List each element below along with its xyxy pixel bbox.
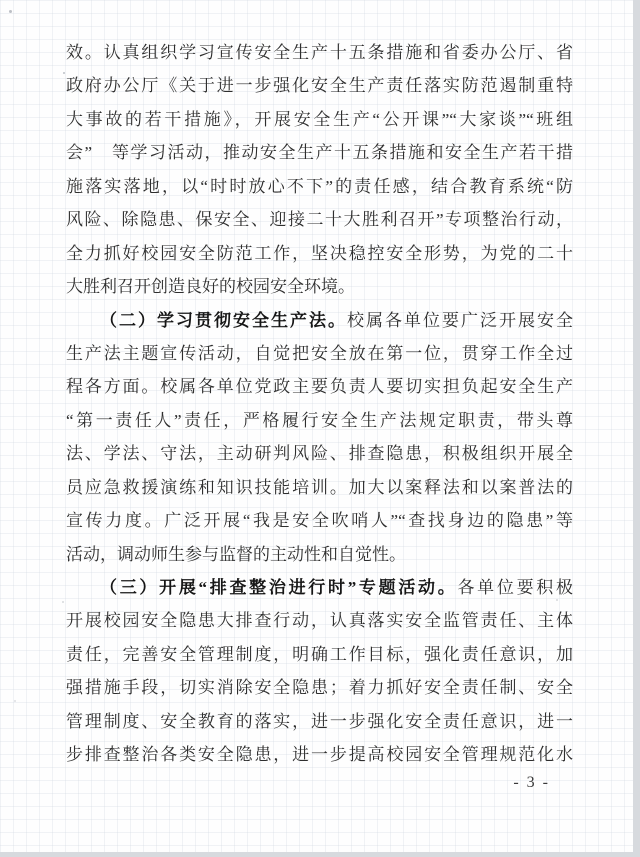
text-line xyxy=(66,203,573,236)
text-segment: 宣传力度。广泛开展“我是安全吹哨人”“查找身边的隐患”等 xyxy=(66,511,573,531)
paragraph xyxy=(66,571,573,772)
text-segment: 法、学法、守法，主动研判风险、排查隐患，积极组织开展全 xyxy=(66,444,573,464)
text-line xyxy=(66,237,573,270)
text-segment: 活动，调动师生参与监督的主动性和自觉性。 xyxy=(66,544,406,564)
scanner-edge-bottom xyxy=(0,852,640,857)
text-line xyxy=(66,337,573,370)
text-segment: 步排查整治各类安全隐患，进一步提高校园安全管理规范化水 xyxy=(66,745,573,765)
text-segment: 责任，完善安全管理制度，明确工作目标，强化责任意识，加 xyxy=(66,644,573,664)
text-segment: 生产法主题宣传活动，自觉把安全放在第一位，贯穿工作全过 xyxy=(66,343,573,363)
text-line xyxy=(66,671,573,704)
text-segment: 程各方面。校属各单位党政主要负责人要切实担负起安全生产 xyxy=(66,377,573,397)
text-line xyxy=(66,571,573,604)
text-segment: 会” 等学习活动，推动安全生产十五条措施和安全生产若干措 xyxy=(66,143,573,163)
paragraph xyxy=(66,304,573,572)
text-segment: 开展校园安全隐患大排查行动，认真落实安全监管责任、主体 xyxy=(66,611,573,631)
scan-speck xyxy=(556,599,558,601)
text-line xyxy=(66,705,573,738)
text-segment: 施落实落地，以“时时放心不下”的责任感，结合教育系统“防 xyxy=(66,176,573,196)
text-segment: 校属各单位要广泛开展安全 xyxy=(347,310,573,330)
text-line xyxy=(66,69,573,102)
text-line xyxy=(66,170,573,203)
text-segment: 各单位要积极 xyxy=(457,578,574,597)
text-line xyxy=(66,36,573,69)
text-segment: “第一责任人”责任，严格履行安全生产法规定职责，带头尊 xyxy=(66,410,573,430)
text-line xyxy=(66,471,573,504)
scanner-edge-right xyxy=(633,0,640,857)
text-line xyxy=(66,538,573,571)
text-segment: 风险、除隐患、保安全、迎接二十大胜利召开”专项整治行动， xyxy=(66,210,573,230)
text-segment: 员应急救援演练和知识技能培训。加大以案释法和以案普法的 xyxy=(66,477,573,497)
section-heading-segment: （二）学习贯彻安全生产法。 xyxy=(100,310,347,330)
text-line xyxy=(66,370,573,403)
text-segment: 强措施手段，切实消除安全隐患；着力抓好安全责任制、安全 xyxy=(66,678,573,698)
page-number: - 3 - xyxy=(513,774,550,791)
text-line xyxy=(66,604,573,637)
scan-speck xyxy=(63,72,65,74)
text-line xyxy=(66,270,573,303)
text-line xyxy=(66,738,573,771)
scan-speck xyxy=(62,601,64,603)
section-heading-segment: （三）开展“排查整治进行时”专题活动。 xyxy=(100,578,458,597)
text-line xyxy=(66,136,573,169)
text-segment: 全力抓好校园安全防范工作，坚决稳控安全形势，为党的二十 xyxy=(66,243,573,263)
scan-speck xyxy=(9,10,12,13)
text-segment: 政府办公厅《关于进一步强化安全生产责任落实防范遏制重特 xyxy=(66,76,573,96)
text-segment: 大胜利召开创造良好的校园安全环境。 xyxy=(66,277,355,297)
text-line xyxy=(66,404,573,437)
text-segment: 大事故的若干措施》，开展安全生产“公开课”“大家谈”“班组 xyxy=(66,109,573,129)
text-segment: 效。认真组织学习宣传安全生产十五条措施和省委办公厅、省 xyxy=(66,43,573,62)
paragraph xyxy=(66,36,573,304)
text-line xyxy=(66,304,573,337)
text-line xyxy=(66,638,573,671)
scan-speck xyxy=(14,700,16,702)
text-line xyxy=(66,103,573,136)
text-line xyxy=(66,504,573,537)
text-line xyxy=(66,437,573,470)
body-text xyxy=(66,36,573,772)
text-segment: 管理制度、安全教育的落实，进一步强化安全责任意识，进一 xyxy=(66,711,573,731)
